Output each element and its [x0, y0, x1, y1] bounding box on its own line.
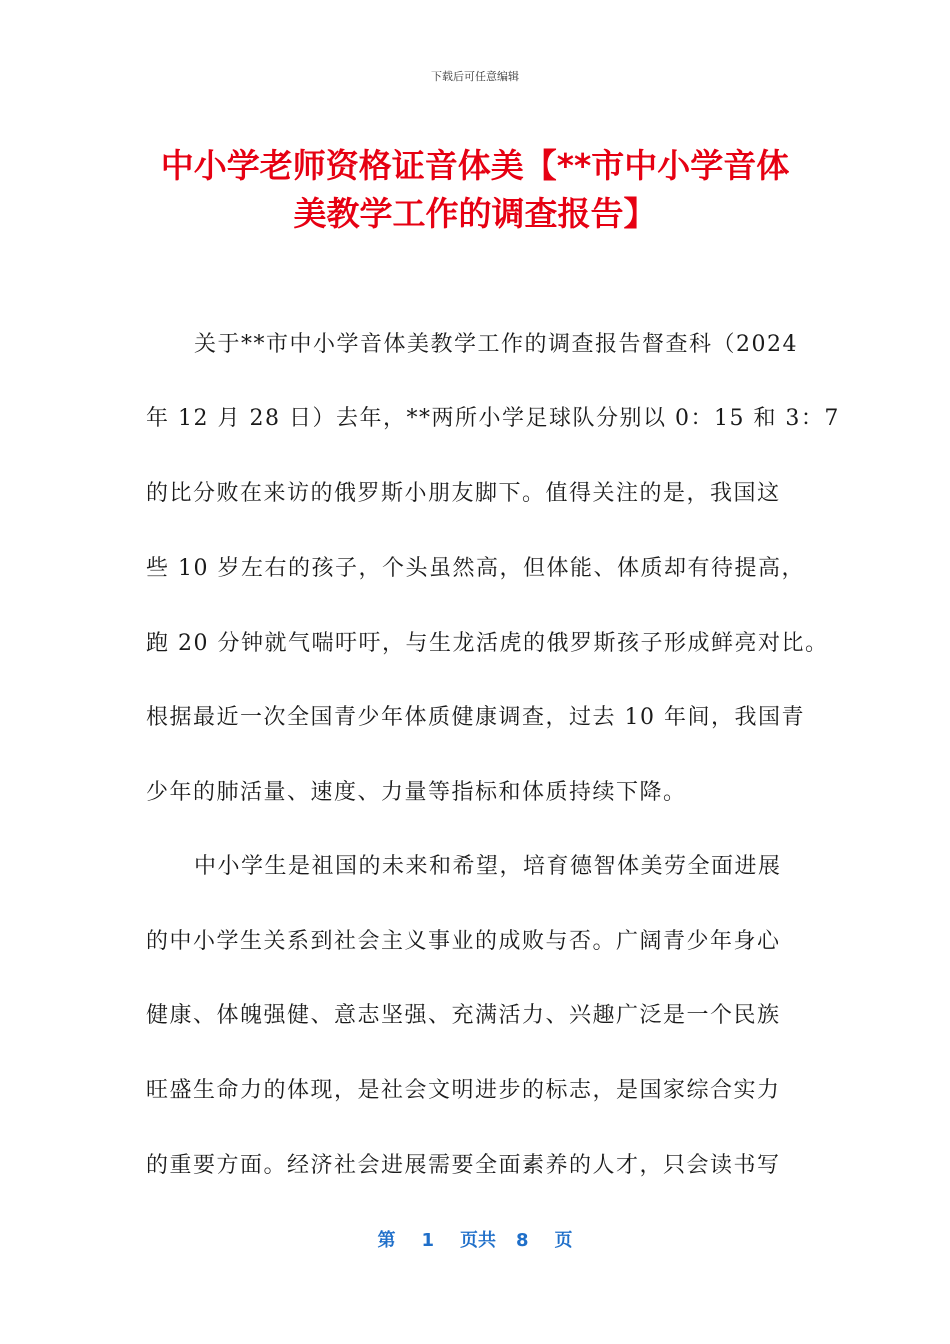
paragraph-2-line-2: 的中小学生关系到社会主义事业的成败与否。广阔青少年身心 [146, 929, 781, 954]
paragraph-1-line-2: 年 12 月 28 日）去年，**两所小学足球队分别以 0：15 和 3：7 [146, 406, 840, 431]
paragraph-2-line-3: 健康、体魄强健、意志坚强、充满活力、兴趣广泛是一个民族 [146, 1003, 781, 1028]
paragraph-1-line-4: 些 10 岁左右的孩子，个头虽然高，但体能、体质却有待提高， [146, 556, 805, 581]
footer-suffix: 页 [554, 1230, 573, 1251]
paragraph-1-line-1: 关于**市中小学音体美教学工作的调查报告督查科（2024 [194, 332, 798, 357]
footer-total-pages: 8 [516, 1230, 529, 1251]
document-title-line-1: 中小学老师资格证音体美【**市中小学音体 [160, 146, 790, 185]
paragraph-2-line-4: 旺盛生命力的体现，是社会文明进步的标志，是国家综合实力 [146, 1078, 781, 1103]
paragraph-1-line-5: 跑 20 分钟就气喘吁吁，与生龙活虎的俄罗斯孩子形成鲜亮对比。 [146, 631, 829, 656]
paragraph-2-line-5: 的重要方面。经济社会进展需要全面素养的人才，只会读书写 [146, 1153, 781, 1178]
paragraph-1-line-3: 的比分败在来访的俄罗斯小朋友脚下。值得关注的是，我国这 [146, 481, 781, 506]
page-footer [0, 1226, 950, 1252]
paragraph-2-line-1: 中小学生是祖国的未来和希望，培育德智体美劳全面进展 [194, 854, 782, 879]
footer-prefix: 第 [377, 1230, 396, 1251]
document-title-line-2: 美教学工作的调查报告】 [293, 194, 657, 233]
header-note: 下载后可任意编辑 [431, 70, 519, 83]
footer-page-number: 1 [421, 1230, 434, 1251]
footer-middle: 页共 [460, 1230, 496, 1251]
paragraph-1-line-7: 少年的肺活量、速度、力量等指标和体质持续下降。 [146, 780, 687, 805]
paragraph-1-line-6: 根据最近一次全国青少年体质健康调查，过去 10 年间，我国青 [146, 705, 805, 730]
